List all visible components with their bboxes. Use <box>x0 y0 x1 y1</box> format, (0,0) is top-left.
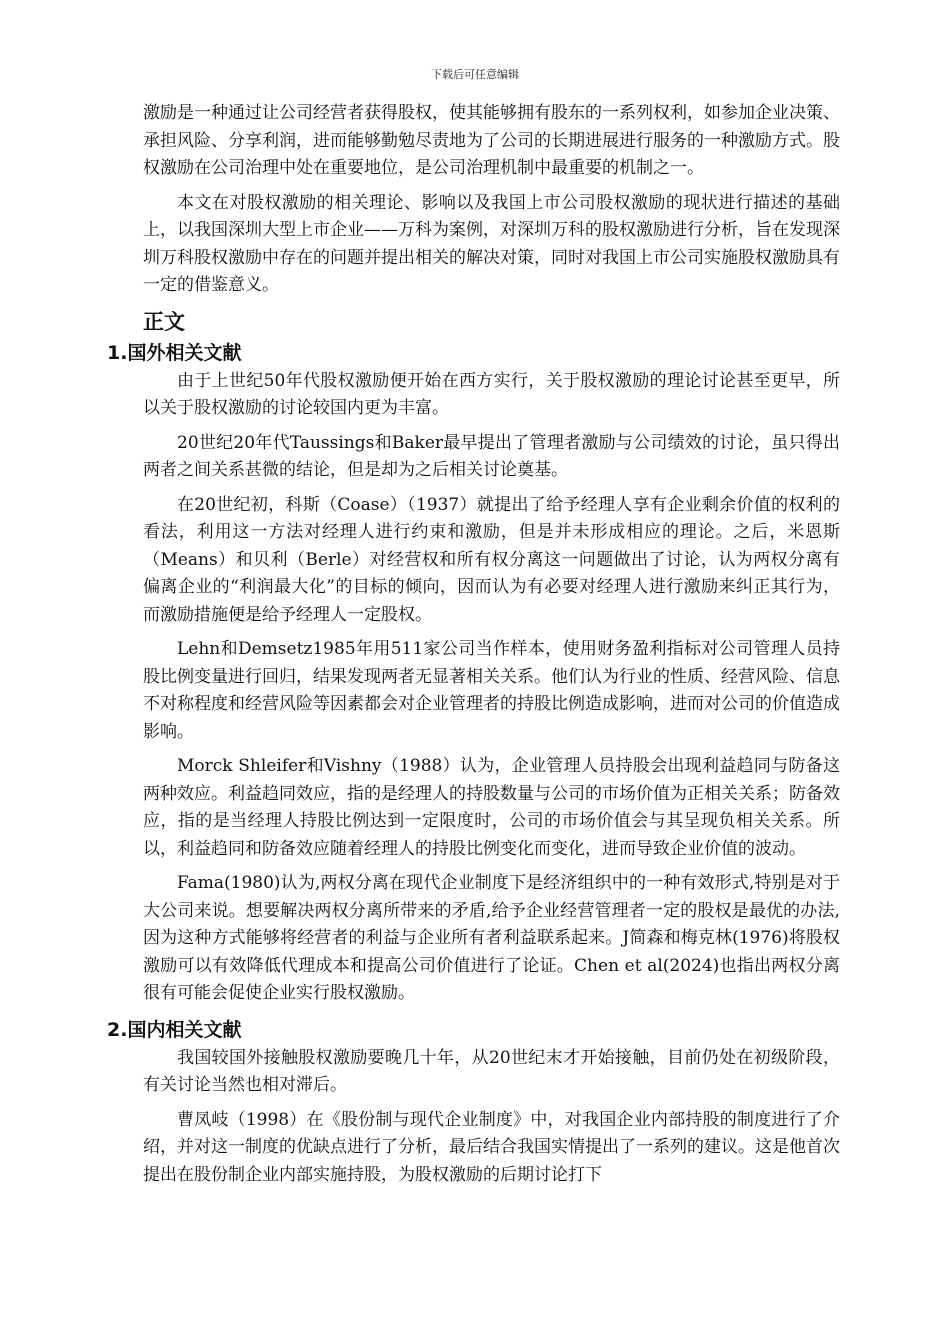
section-1-paragraph: 由于上世纪50年代股权激励便开始在西方实行，关于股权激励的理论讨论甚至更早，所以关于股权激励的讨论较国内更为丰富。 <box>143 370 840 418</box>
section-1-paragraph: Lehn和Demsetz1985年用511家公司当作样本，使用财务盈利指标对公司管理人员持股比例变量进行回归，结果发现两者无显著相关关系。他们认为行业的性质、经营风险、信息不对称程度和经营风险等因素都会对企业管理者的持股比例造成影响，进而对公司的价值造成影响。 <box>143 639 840 742</box>
page-header-note: 下载后可任意编辑 <box>431 68 519 81</box>
section-1-paragraph: 在20世纪初，科斯（Coase）（1937）就提出了给予经理人享有企业剩余价值的权利的看法，利用这一方法对经理人进行约束和激励，但是并未形成相应的理论。之后，米恩斯（Means）和贝利（Berle）对经营权和所有权分离这一问题做出了讨论，认为两权分离有偏离企业的“利润最大化”的目标的倾向，因而认为有必要对经理人进行激励来纠正其行为，而激励措施便是给予经理人一定股权。 <box>143 494 840 625</box>
document-body <box>107 100 840 1196</box>
section-1-paragraph: Morck Shleifer和Vishny（1988）认为，企业管理人员持股会出现利益趋同与防备这两种效应。利益趋同效应，指的是经理人的持股数量与公司的市场价值为正相关关系；防备效应，指的是当经理人持股比例达到一定限度时，公司的市场价值会与其呈现负相关关系。所以，利益趋同和防备效应随着经理人的持股比例变化而变化，进而导致企业价值的波动。 <box>143 756 840 859</box>
section-2-paragraph: 曹凤岐（1998）在《股份制与现代企业制度》中，对我国企业内部持股的制度进行了介绍，并对这一制度的优缺点进行了分析，最后结合我国实情提出了一系列的建议。这是他首次提出在股份制企业内部实施持股，为股权激励的后期讨论打下 <box>143 1109 840 1185</box>
intro-paragraph-1: 激励是一种通过让公司经营者获得股权，使其能够拥有股东的一系列权利，如参加企业决策、承担风险、分享利润，进而能够勤勉尽责地为了公司的长期进展进行服务的一种激励方式。股权激励在公司治理中处在重要地位，是公司治理机制中最重要的机制之一。 <box>143 103 840 178</box>
section-2-heading: 2.国内相关文献 <box>107 1018 242 1041</box>
section-2-paragraph: 我国较国外接触股权激励要晚几十年，从20世纪末才开始接触，目前仍处在初级阶段，有关讨论当然也相对滞后。 <box>143 1047 840 1095</box>
intro-paragraph-2: 本文在对股权激励的相关理论、影响以及我国上市公司股权激励的现状进行描述的基础上，以我国深圳大型上市企业——万科为案例，对深圳万科的股权激励进行分析，旨在发现深圳万科股权激励中存在的问题并提出相关的解决对策，同时对我国上市公司实施股权激励具有一定的借鉴意义。 <box>143 192 840 295</box>
main-heading: 正文 <box>143 309 185 334</box>
section-1-paragraph: 20世纪20年代Taussings和Baker最早提出了管理者激励与公司绩效的讨论，虽只得出两者之间关系甚微的结论，但是却为之后相关讨论奠基。 <box>143 432 840 480</box>
section-1-paragraph: Fama(1980)认为,两权分离在现代企业制度下是经济组织中的一种有效形式,特别是对于大公司来说。想要解决两权分离所带来的矛盾,给予企业经营管理者一定的股权是最优的办法,因为这种方式能够将经营者的利益与企业所有者利益联系起来。J简森和梅克林(1976)将股权激励可以有效降低代理成本和提高公司价值进行了论证。Chen et al(2024)也指出两权分离很有可能会促使企业实行股权激励。 <box>143 873 840 1003</box>
section-1-heading: 1.国外相关文献 <box>107 341 242 364</box>
